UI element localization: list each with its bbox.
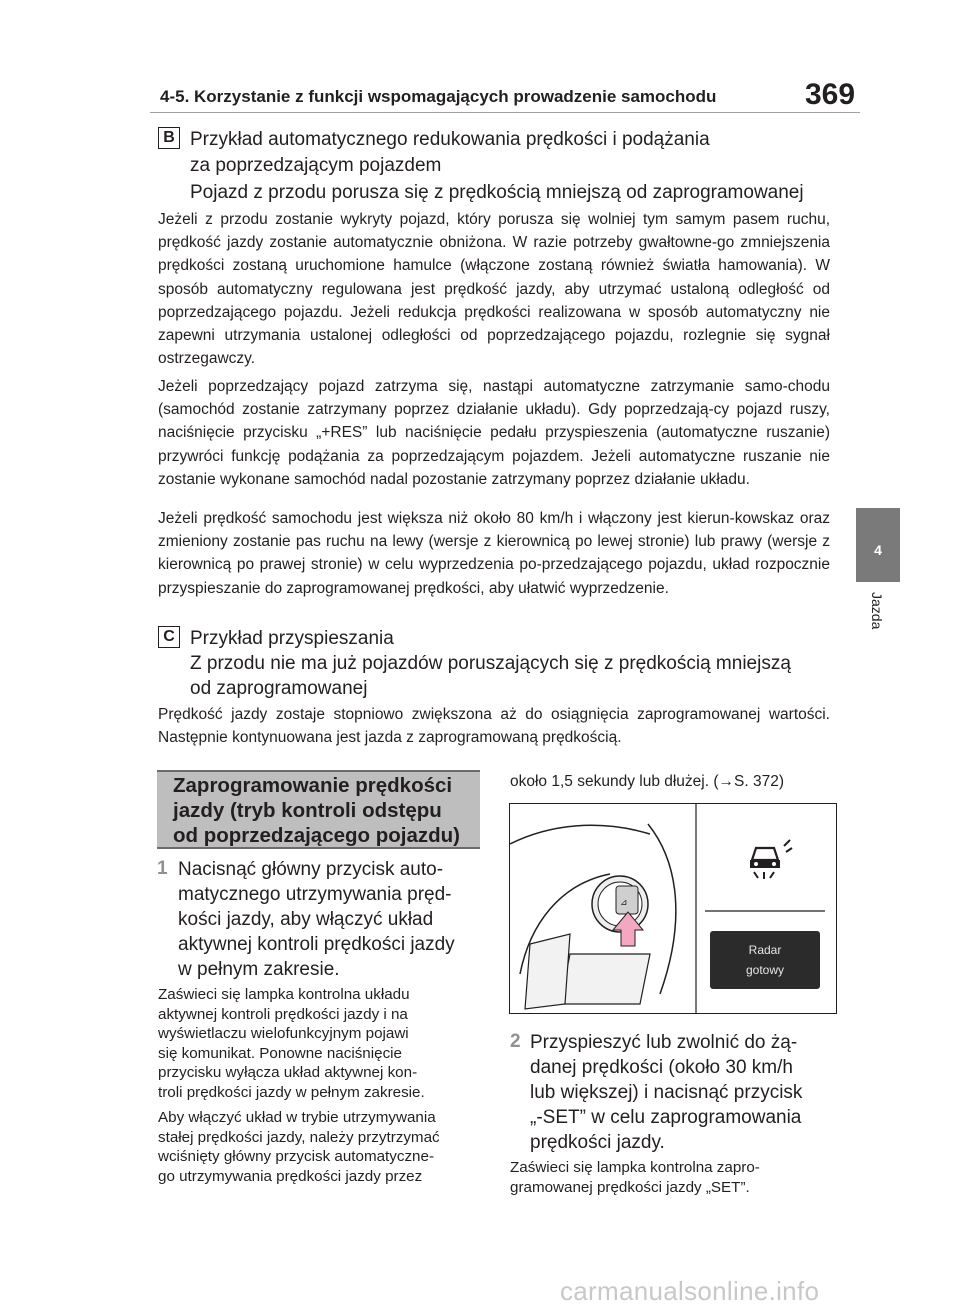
header-rule	[150, 112, 860, 113]
radar-line-2: gotowy	[745, 963, 785, 977]
section-b-subheading: Pojazd z przodu porusza się z prędkością mniejszą od zaprogramowanej	[190, 182, 804, 203]
step-1-line-2: matycznego utrzymywania pręd-	[178, 884, 452, 905]
section-b-heading-1: Przykład automatycznego redukowania prędkości i podążania	[190, 129, 710, 150]
step-1-line-5: w pełnym zakresie.	[178, 959, 340, 980]
section-c-paragraph: Prędkość jazdy zostaje stopniowo zwiększona aż do osiągnięcia zaprogramowanej wartości. Następnie kontynuowana jest jazda z zaprogramowaną prędkością.	[158, 706, 830, 747]
page-header	[150, 78, 860, 111]
radar-ready-display	[710, 931, 820, 989]
watermark: carmanualsonline.info	[560, 1276, 820, 1306]
section-b-paragraph-1: Jeżeli z przodu zostanie wykryty pojazd, który porusza się wolniej tym samym pasem ruchu, prędkość jazdy zostanie automatycznie obniżona. W razie potrzeby gwałtowne-go zmniejszenia prędkości zostaną uruchomione hamulce (włączone zostaną również światła hamowania). W sposób automatyczny regulowana jest prędkość jazdy, aby utrzymać ustaloną odległość od poprzedzającego pojazdu. Jeżeli redukcja prędkości realizowana w sposób automatyczny nie zapewni utrzymania ustalonej odległości od poprzedzającego pojazdu, rozlegnie się sygnał ostrzegawczy.	[158, 211, 830, 368]
chapter-label: Jazda	[869, 592, 885, 630]
step-2-note: Zaświeci się lampka kontrolna zapro- gramowanej prędkości jazdy „SET”.	[510, 1159, 760, 1196]
steering-wheel-illustration	[509, 803, 837, 1014]
step-1-continuation: około 1,5 sekundy lub dłużej. (→S. 372)	[510, 773, 784, 790]
chapter-tab[interactable]: 4	[856, 508, 900, 582]
label-b: B	[158, 127, 180, 149]
section-b-heading-2: za poprzedzającym pojazdem	[190, 155, 442, 176]
step-2-line-2: danej prędkości (około 30 km/h	[530, 1057, 793, 1078]
step-1-line-1: Nacisnąć główny przycisk auto-	[178, 859, 444, 880]
page-number: 369	[805, 78, 856, 111]
header-title: 4-5. Korzystanie z funkcji wspomagających prowadzenie samochodu	[160, 87, 717, 106]
step-2-line-3: lub większej) i nacisnąć przycisk	[530, 1082, 803, 1103]
label-c: C	[158, 626, 180, 648]
section-title-line-2: jazdy (tryb kontroli odstępu	[173, 799, 442, 822]
section-heading-box	[157, 770, 480, 849]
section-c-heading: Przykład przyspieszania	[190, 628, 394, 649]
step-1-number: 1	[157, 858, 168, 879]
step-2-line-5: prędkości jazdy.	[530, 1132, 665, 1153]
step-2-line-4: „-SET” w celu zaprogramowania	[530, 1107, 802, 1128]
step-1-line-4: aktywnej kontroli prędkości jazdy	[178, 934, 455, 955]
step-2-number: 2	[510, 1031, 521, 1052]
section-c-subheading-2: od zaprogramowanej	[190, 678, 368, 699]
step-2-line-1: Przyspieszyć lub zwolnić do żą-	[530, 1032, 798, 1053]
step-1-note-1: Zaświeci się lampka kontrolna układu aktywnej kontroli prędkości jazdy i na wyświetlaczu wielofunkcyjnym pojawi się komunikat. Ponowne naciśnięcie przycisku wyłącza układ aktywnej kon- troli prędkości jazdy w pełnym zakresie.	[158, 986, 425, 1101]
svg-text:⊿: ⊿	[620, 898, 628, 908]
section-b-paragraph-3: Jeżeli prędkość samochodu jest większa niż około 80 km/h i włączony jest kierun-kowskaz oraz zmieniony zostanie pas ruchu na lewy (wersje z kierownicą po lewej stronie) lub prawy (wersje z kierownicą po prawej stronie) w celu wyprzedzenia po-przedzającego pojazdu, układ rozpocznie przyspieszanie do zaprogramowanej prędkości, aby ułatwić wyprzedzenie.	[158, 510, 830, 597]
section-title-line-1: Zaprogramowanie prędkości	[173, 774, 453, 797]
radar-line-1: Radar	[748, 943, 782, 957]
section-c-subheading-1: Z przodu nie ma już pojazdów poruszających się z prędkością mniejszą	[190, 653, 791, 674]
step-1-note-2: Aby włączyć układ w trybie utrzymywania stałej prędkości jazdy, należy przytrzymać wciśnięty główny przycisk automatyczne- go utrzymywania prędkości jazdy przez	[158, 1109, 440, 1185]
section-b-paragraph-2: Jeżeli poprzedzający pojazd zatrzyma się, nastąpi automatyczne zatrzymanie samo-chodu (samochód zostanie zatrzymany poprzez działanie układu). Gdy poprzedzają-cy pojazd ruszy, naciśnięcie przycisku „+RES” lub naciśnięcie pedału przyspieszenia (automatyczne ruszanie) przywróci funkcję podążania za poprzedzającym pojazdem. Jeżeli automatyczne ruszanie nie zostanie wykonane samochód nadal pozostanie zatrzymany poprzez działanie układu.	[158, 378, 830, 488]
section-title-line-3: od poprzedzającego pojazdu)	[173, 824, 461, 847]
step-1-line-3: kości jazdy, aby włączyć układ	[178, 909, 434, 930]
